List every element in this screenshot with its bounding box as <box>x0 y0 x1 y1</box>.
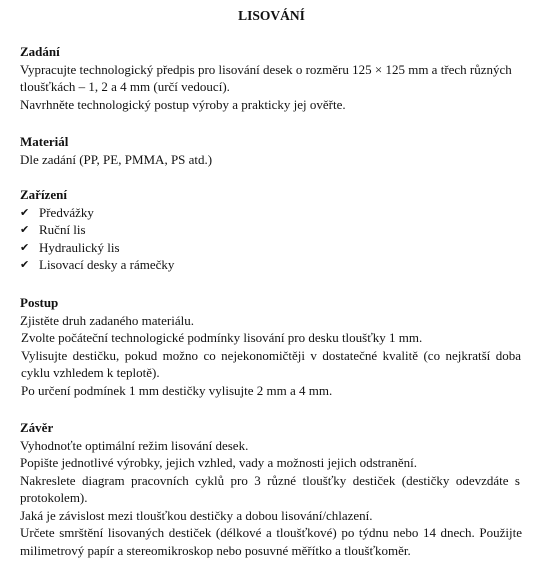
procedure-line: Po určení podmínek 1 mm destičky vylisujte 2 mm a 4 mm. <box>21 382 333 398</box>
list-item <box>20 239 530 257</box>
conclusion-line: Popište jednotlivé výrobky, jejich vzhled, vady a možnosti jejich odstranění. <box>20 455 418 470</box>
checkmark-icon: ✔ <box>20 205 30 219</box>
equipment-item-label: Hydraulický lis <box>39 239 120 255</box>
list-item <box>20 221 530 239</box>
procedure-line: Zvolte počáteční technologické podmínky lisování pro desku tloušťky 1 mm. <box>21 330 423 345</box>
checkmark-icon: ✔ <box>20 223 30 236</box>
section-heading-conclusion: Závěr <box>20 420 54 435</box>
conclusion-line: Nakreslete diagram pracovních cyklů pro 3 různé tloušťky destiček (destičky odevzdáte s protokolem). <box>20 472 520 505</box>
equipment-list <box>20 204 530 274</box>
assignment-line: Navrhněte technologický postup výroby a prakticky jej ověřte. <box>20 96 346 112</box>
procedure-line: Zjistěte druh zadaného materiálu. <box>20 312 194 328</box>
section-heading-assignment: Zadání <box>20 44 60 59</box>
procedure-line: Vylisujte destičku, pokud možno co nejekonomičtěji v dostatečné kvalitě (co nejkratší doba cyklu vzhledem k teplotě). <box>21 347 521 380</box>
checkmark-icon: ✔ <box>20 240 30 254</box>
conclusion-line: Určete smrštění lisovaných destiček (délkové a tloušťkové) po týdnu nebo 14 dnech. Použijte milimetrový papír a stereomikroskop nebo posuvné měřítko a tloušťkoměr. <box>20 525 522 558</box>
checkmark-icon: ✔ <box>20 258 30 271</box>
equipment-item-label: Předvážky <box>39 204 94 220</box>
material-line: Dle zadání (PP, PE, PMMA, PS atd.) <box>20 151 213 167</box>
conclusion-line: Jaká je závislost mezi tloušťkou destičky a dobou lisování/chlazení. <box>20 507 373 523</box>
section-conclusion <box>20 419 530 559</box>
conclusion-line: Vyhodnoťte optimální režim lisování desek. <box>20 437 249 453</box>
section-material <box>20 133 530 168</box>
section-heading-equipment: Zařízení <box>20 187 67 202</box>
document-title: LISOVÁNÍ <box>238 8 305 23</box>
section-heading-procedure: Postup <box>20 295 59 310</box>
section-heading-material: Materiál <box>20 134 69 149</box>
section-procedure <box>20 294 530 399</box>
equipment-item-label: Lisovací desky a rámečky <box>39 257 175 272</box>
list-item <box>20 256 530 274</box>
section-assignment <box>20 43 530 113</box>
equipment-item-label: Ruční lis <box>39 222 86 237</box>
section-equipment <box>20 186 530 274</box>
assignment-line: Vypracujte technologický předpis pro lisování desek o rozměru 125 × 125 mm a třech různých tloušťkách – 1, 2 a 4 mm (určí vedoucí). <box>20 61 512 94</box>
list-item <box>20 204 530 222</box>
